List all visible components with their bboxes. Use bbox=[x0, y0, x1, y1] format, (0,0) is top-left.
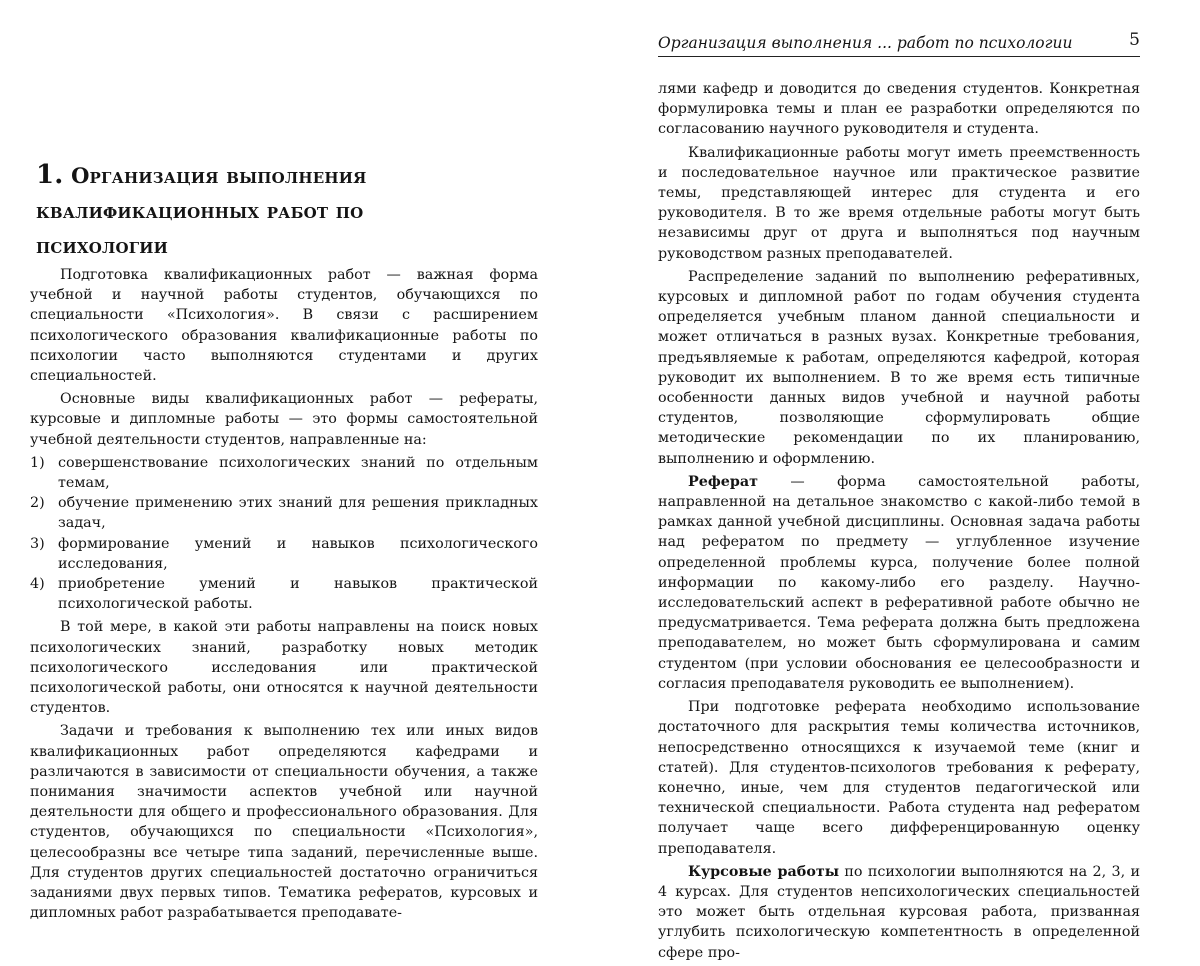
paragraph-referat bbox=[658, 472, 1140, 694]
paragraph: В той мере, в какой эти работы направлены на поиск новых психологических знаний, разработку новых методик психологического исследования или практической психологической работы, они относятся к научной деятельности студентов. bbox=[30, 619, 538, 717]
list-item-number: 2) bbox=[30, 495, 45, 512]
left-page bbox=[30, 0, 538, 927]
list-item-text: обучение применению этих знаний для решения прикладных задач, bbox=[58, 495, 538, 532]
paragraph: лями кафедр и доводится до сведения студентов. Конкретная формулировка темы и план ее разработки определяются по согласованию научного руководителя и студента. bbox=[658, 81, 1140, 138]
list-item-number: 3) bbox=[30, 535, 45, 552]
term-course-work: Курсовые работы bbox=[688, 863, 840, 880]
paragraph: Подготовка квалификационных работ — важная форма учебной и научной работы студентов, обучающихся по специальности «Психология». В связи с расширением психологического образования квалификационные работы по психологии часто выполняются студентами и других специальностей. bbox=[30, 267, 538, 385]
list-item-text: совершенствование психологических знаний по отдельным темам, bbox=[58, 454, 538, 492]
left-page-body bbox=[30, 265, 538, 927]
list-item-number: 1) bbox=[30, 454, 45, 471]
paragraph: Основные виды квалификационных работ — рефераты, курсовые и дипломные работы — это формы самостоятельной учебной деятельности студентов, направленные на: bbox=[30, 391, 538, 448]
running-title: Организация выполнения ... работ по психологии bbox=[658, 34, 1073, 52]
right-page bbox=[658, 0, 1140, 961]
term-referat: Реферат bbox=[688, 473, 758, 490]
paragraph-course-work bbox=[658, 862, 1140, 963]
paragraph: Квалификационные работы могут иметь преемственность и последовательное научное или практическое развитие темы, представляющей интерес для студента и его руководителя. В то же время отдельные работы могут быть независимы друг от друга и выполняться под научным руководством разных преподавателей. bbox=[658, 144, 1140, 262]
chapter-title-text: Организация выполнения квалификационных работ по психологии bbox=[36, 163, 367, 258]
chapter-title bbox=[36, 158, 478, 263]
list-item bbox=[30, 534, 538, 574]
list-item bbox=[30, 453, 538, 493]
paragraph-text: по психологии выполняются на 2, 3, и 4 курсах. Для студентов непсихологических специальностей это может быть отдельная курсовая работа, призванная углубить психологическую компетентность в определенной сфере про- bbox=[658, 863, 1140, 961]
paragraph: Распределение заданий по выполнению реферативных, курсовых и дипломной работ по годам обучения студента определяется учебным планом данной специальности и может отличаться в разных вузах. Конкретные требования, предъявляемые к работам, определяются кафедрой, которая руководит их выполнением. В то же время есть типичные особенности данных видов учебной и научной работы студентов, позволяющие сформулировать общие методические рекомендации по их планированию, выполнению и оформлению. bbox=[658, 268, 1140, 467]
running-header bbox=[658, 30, 1140, 57]
chapter-number: 1. bbox=[36, 160, 64, 190]
right-page-body bbox=[658, 79, 1140, 966]
list-item-text: формирование умений и навыков психологического исследования, bbox=[58, 535, 538, 572]
list-item-text: приобретение умений и навыков практической психологической работы. bbox=[58, 576, 538, 613]
paragraph-text: — форма самостоятельной работы, направленной на детальное знакомство с какой-либо темой в рамках данной учебной дисциплины. Основная задача работы над рефератом по предмету — углубленное изучение определенной проблемы курса, получение более полной информации по какому-либо его разделу. Научно-исследовательский аспект в реферативной работе обычно не предусматривается. Тема реферата должна быть предложена преподавателем, но может быть сформулирована и самим студентом (при условии обоснования ее целесообразности и согласия преподавателя руководить ее выполнением). bbox=[658, 473, 1140, 692]
list-item bbox=[30, 493, 538, 533]
paragraph: При подготовке реферата необходимо использование достаточного для раскрытия темы количества источников, непосредственно относящихся к изучаемой теме (книг и статей). Для студентов-психологов требования к реферату, конечно, иные, чем для студентов педагогической или технической специальности. Работа студента над рефератом получает чаще всего дифференцированную оценку преподавателя. bbox=[658, 699, 1140, 857]
list-item-number: 4) bbox=[30, 576, 45, 593]
list-item bbox=[30, 574, 538, 614]
paragraph: Задачи и требования к выполнению тех или иных видов квалификационных работ определяются кафедрами и различаются в зависимости от специальности обучения, а также понимания значимости аспектов учебной или научной деятельности для общего и профессионального образования. Для студентов, обучающихся по специальности «Психология», целесообразны все четыре типа заданий, перечисленные выше. Для студентов других специальностей достаточно ограничиться заданиями двух первых типов. Тематика рефератов, курсовых и дипломных работ разрабатывается преподавате- bbox=[30, 723, 538, 922]
goals-list bbox=[30, 453, 538, 615]
page-number: 5 bbox=[1129, 30, 1140, 50]
